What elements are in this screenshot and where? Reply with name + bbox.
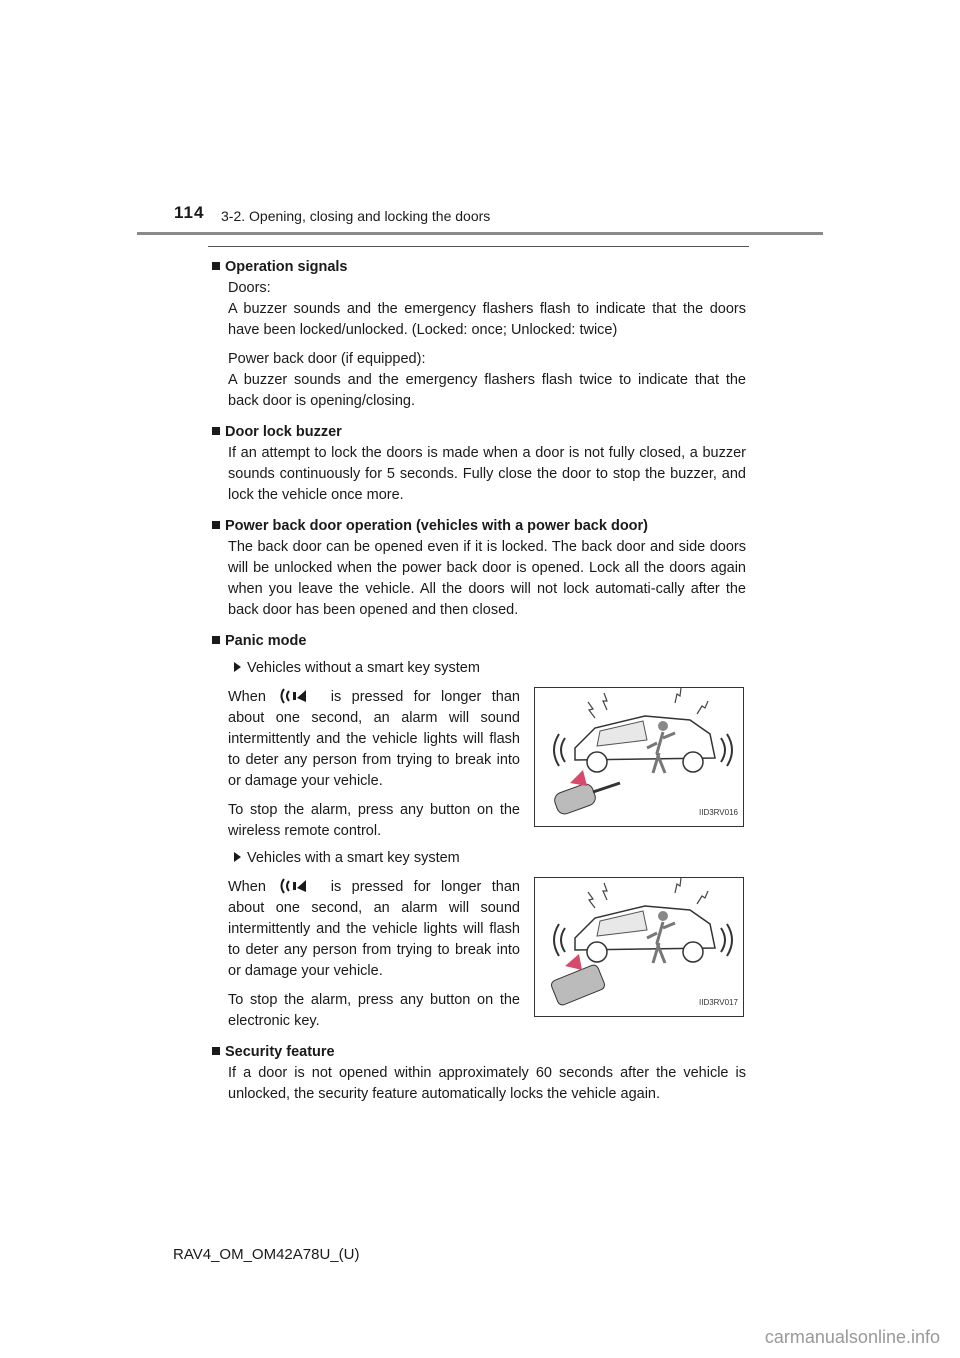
panic-button-icon: [276, 687, 320, 705]
page-number: 114: [174, 203, 205, 222]
panic-illustration-electronic-key: [534, 877, 744, 1017]
page-content: [212, 257, 746, 1105]
door-lock-buzzer-text: If an attempt to lock the doors is made when a door is not fully closed, a buzzer sounds continuously for 5 seconds. Fully close the door to stop the buzzer, and lock the vehicle once more.: [228, 445, 746, 503]
panic-with-smart-key: [228, 877, 746, 1032]
heading-power-back-door: Power back door operation (vehicles with a power back door): [212, 516, 746, 537]
square-bullet-icon: [212, 521, 220, 529]
watermark: carmanualsonline.info: [764, 1327, 940, 1347]
page-header: [0, 0, 960, 240]
heading-security-feature: Security feature: [212, 1042, 746, 1063]
figure-code: IID3RV016: [699, 808, 738, 817]
figure-code: IID3RV017: [699, 998, 738, 1007]
panic-with-smart-key-stop: To stop the alarm, press any button on the electronic key.: [228, 992, 520, 1029]
panic-without-smart-key-stop: To stop the alarm, press any button on the wireless remote control.: [228, 802, 520, 839]
panic-illustration-remote: [534, 687, 744, 827]
panic-with-smart-key-text: When is pressed for longer than about one second, an alarm will sound intermittently and the vehicle lights will flash to deter any person from trying to break into or damage your vehicle.: [228, 879, 521, 979]
panic-button-icon: [276, 877, 320, 895]
sub-heading-with-smart-key: Vehicles with a smart key system: [228, 848, 746, 869]
heading-operation-signals: Operation signals: [212, 257, 746, 278]
square-bullet-icon: [212, 427, 220, 435]
square-bullet-icon: [212, 262, 220, 270]
power-back-door-operation-text: The back door can be opened even if it is locked. The back door and side doors will be unlocked when the power back door is opened. Lock all the doors again when you leave the vehicle. All the doors will not lock automati-cally after the back door has been opened and then closed.: [228, 539, 746, 618]
header-rule: [137, 232, 823, 235]
sub-heading-without-smart-key: Vehicles without a smart key system: [228, 658, 746, 679]
section-title: 3-2. Opening, closing and locking the doors: [221, 208, 491, 224]
square-bullet-icon: [212, 1047, 220, 1055]
model-code: RAV4_OM_OM42A78U_(U): [173, 1246, 360, 1263]
doors-text: A buzzer sounds and the emergency flashers flash to indicate that the doors have been locked/unlocked. (Locked: once; Unlocked: twice): [228, 301, 746, 338]
heading-door-lock-buzzer: Door lock buzzer: [212, 422, 746, 443]
power-back-door-text: A buzzer sounds and the emergency flashers flash twice to indicate that the back door is opening/closing.: [228, 372, 746, 409]
triangle-bullet-icon: [234, 662, 241, 672]
panic-without-smart-key: [228, 687, 746, 842]
security-feature-text: If a door is not opened within approximately 60 seconds after the vehicle is unlocked, the security feature automatically locks the vehicle again.: [228, 1065, 746, 1102]
triangle-bullet-icon: [234, 852, 241, 862]
doors-label: Doors:: [228, 280, 271, 296]
square-bullet-icon: [212, 636, 220, 644]
panic-without-smart-key-text: When is pressed for longer than about one second, an alarm will sound intermittently and the vehicle lights will flash to deter any person from trying to break into or damage your vehicle.: [228, 689, 521, 789]
power-back-door-label: Power back door (if equipped):: [228, 351, 426, 367]
content-rule: [208, 246, 749, 247]
heading-panic-mode: Panic mode: [212, 631, 746, 652]
